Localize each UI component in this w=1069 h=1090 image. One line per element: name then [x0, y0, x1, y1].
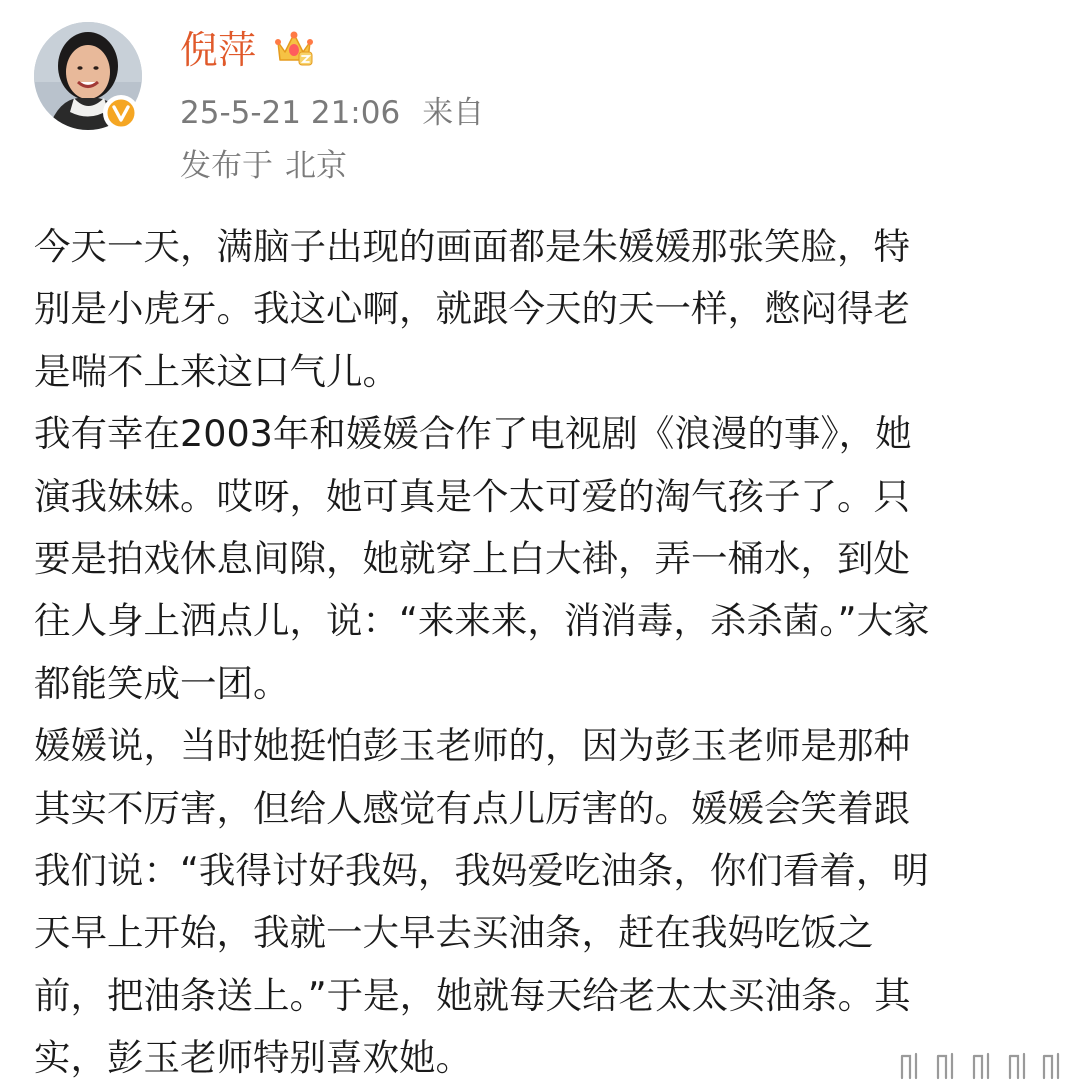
- post-location-line: [180, 145, 347, 187]
- location-prefix: 发布于: [180, 148, 273, 184]
- post-location[interactable]: 北京: [285, 148, 347, 184]
- post-timestamp: 25-5-21 21:06: [180, 95, 401, 131]
- post-text-line: 我们说：“我得讨好我妈，我妈爱吃油条，你们看着，明: [34, 848, 929, 892]
- post-meta-line: [180, 92, 484, 134]
- post-text-line: 媛媛说，当时她挺怕彭玉老师的，因为彭玉老师是那种: [34, 724, 910, 768]
- crown-member-icon[interactable]: [272, 26, 316, 70]
- post-text-line: 都能笑成一团。: [34, 661, 290, 705]
- post-text-line: 往人身上洒点儿，说：“来来来，消消毒，杀杀菌。”大家: [34, 599, 930, 643]
- verified-v-badge-icon: [103, 95, 139, 131]
- post-text-line: 要是拍戏休息间隙，她就穿上白大褂，弄一桶水，到处: [34, 536, 910, 580]
- author-name[interactable]: 倪萍: [180, 28, 257, 72]
- post-text-line: 是喘不上来这口气儿。: [34, 349, 399, 393]
- post-text-line: 别是小虎牙。我这心啊，就跟今天的天一样，憋闷得老: [34, 287, 910, 331]
- post-text-line: 今天一天，满脑子出现的画面都是朱媛媛那张笑脸，特: [34, 225, 910, 268]
- post-body-text: [34, 216, 1034, 1089]
- post-text-line: 其实不厉害，但给人感觉有点儿厉害的。媛媛会笑着跟: [34, 786, 910, 830]
- post-text-line: 我有幸在2003年和媛媛合作了电视剧《浪漫的事》，她: [34, 412, 912, 456]
- post-source-label: 来自: [422, 95, 485, 131]
- more-options-watermark-icon: [898, 1048, 1068, 1084]
- verified-badge: [103, 95, 139, 131]
- post-header: [0, 0, 1069, 200]
- post-text-line: 实，彭玉老师特别喜欢她。: [34, 1036, 472, 1080]
- post-text-line: 前，把油条送上。”于是，她就每天给老太太买油条。其: [34, 973, 911, 1017]
- post-text-line: 演我妹妹。哎呀，她可真是个太可爱的淘气孩子了。只: [34, 474, 910, 518]
- post-text-line: 天早上开始，我就一大早去买油条，赶在我妈吃饭之: [34, 911, 874, 955]
